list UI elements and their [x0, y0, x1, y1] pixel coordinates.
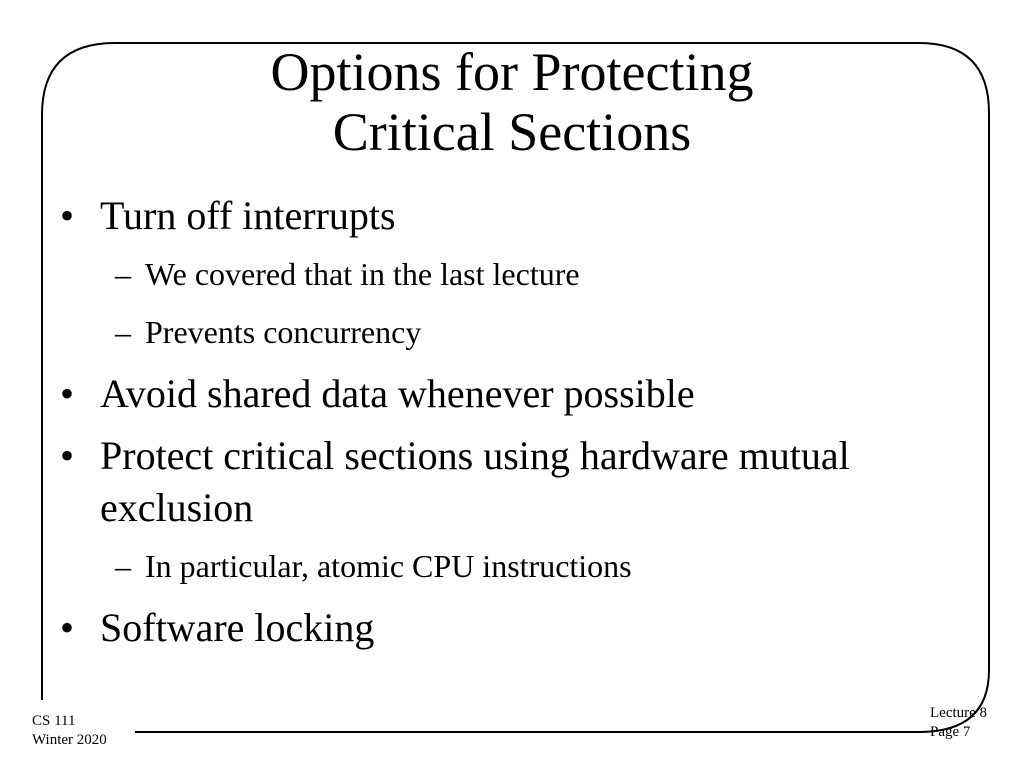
- bullet-icon: •: [60, 605, 75, 650]
- sub-bullet-text: In particular, atomic CPU instructions: [145, 548, 632, 584]
- dash-icon: –: [115, 256, 131, 292]
- course-label: CS 111: [32, 713, 76, 729]
- bullet-item: [60, 430, 980, 534]
- page-label: Page 7: [930, 724, 971, 740]
- bullet-list: [60, 190, 980, 664]
- dash-icon: –: [115, 314, 131, 350]
- footer-page-info: [930, 704, 987, 742]
- bullet-icon: •: [60, 433, 75, 478]
- bullet-icon: •: [60, 193, 75, 238]
- bullet-text: Avoid shared data whenever possible: [100, 371, 695, 416]
- title-line-2: Critical Sections: [332, 102, 692, 162]
- term-label: Winter 2020: [32, 732, 107, 748]
- bullet-text: Protect critical sections using hardware mutual exclusion: [100, 433, 850, 530]
- bullet-item: [60, 602, 980, 654]
- sub-bullet-item: [60, 310, 980, 354]
- bullet-text: Software locking: [100, 605, 375, 650]
- title-line-1: Options for Protecting: [270, 42, 754, 102]
- bullet-item: [60, 190, 980, 242]
- footer-course-info: [32, 712, 107, 750]
- bullet-text: Turn off interrupts: [100, 193, 396, 238]
- sub-bullet-text: Prevents concurrency: [145, 314, 422, 350]
- lecture-label: Lecture 8: [930, 705, 988, 721]
- dash-icon: –: [115, 548, 131, 584]
- sub-bullet-text: We covered that in the last lecture: [145, 256, 580, 292]
- bullet-item: [60, 368, 980, 420]
- sub-bullet-item: [60, 544, 980, 588]
- bullet-icon: •: [60, 371, 75, 416]
- slide-title: [0, 42, 1024, 162]
- sub-bullet-item: [60, 252, 980, 296]
